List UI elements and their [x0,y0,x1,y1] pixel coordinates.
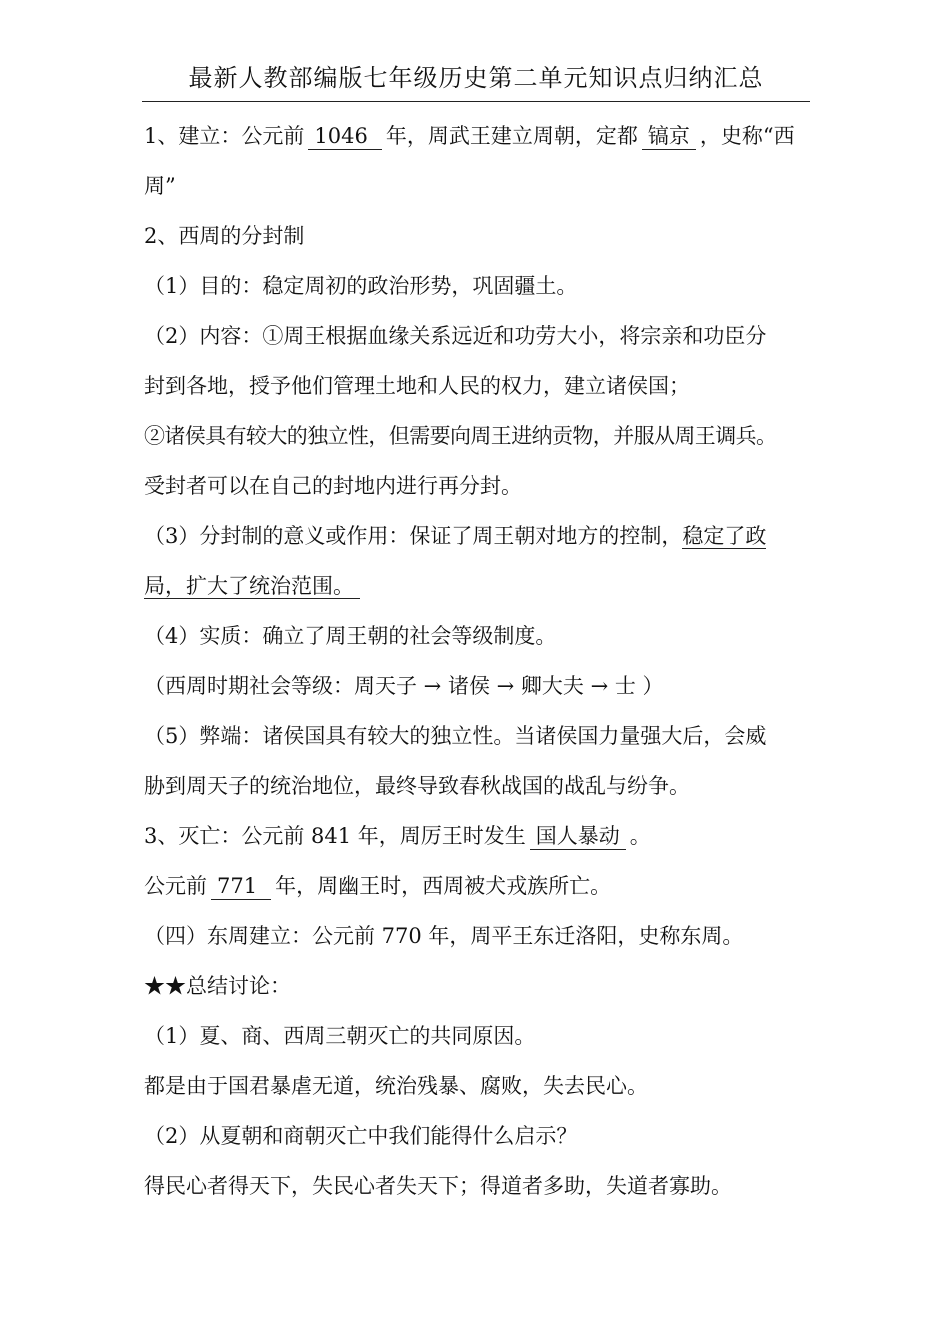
section3-text-a: 3、灭亡：公元前 841 年，周厉王时发生 [144,824,526,848]
section3-fall-b: 年，周幽王时，西周被犬戎族所亡。 [275,874,612,898]
summary-heading: ★★总结讨论： [144,974,291,998]
section2-meaning-line2 [144,571,814,601]
underlined-meaning-2: 局，扩大了统治范围。 [144,574,360,599]
section1-text-c: ，史称“西 [699,124,795,148]
summary-answer-1: 都是由于国君暴虐无道，统治残暴、腐败，失去民心。 [144,1074,648,1098]
fill-blank-event: 国人暴动 [530,823,626,850]
section3-line2 [144,871,814,901]
fill-blank-fall-year: 771 [211,873,271,900]
section1-line1 [144,121,814,151]
section2-hierarchy: （西周时期社会等级：周天子 → 诸侯 → 卿大夫 → 士 ） [144,674,664,698]
section2-content-4: 受封者可以在自己的封地内进行再分封。 [144,474,522,498]
summary-question-1: （1）夏、商、西周三朝灭亡的共同原因。 [144,1024,536,1048]
section2-content-2: 封到各地，授予他们管理土地和人民的权力，建立诸侯国； [144,374,690,398]
underlined-meaning-1: 稳定了政 [682,524,767,548]
section2-essence: （4）实质：确立了周王朝的社会等级制度。 [144,624,557,648]
section1-line2: 周” [144,174,176,198]
section1-text-b: 年，周武王建立周朝，定都 [385,124,638,148]
section3-line1 [144,821,814,851]
section2-meaning-text: （3）分封制的意义或作用：保证了周王朝对地方的控制， [144,524,683,548]
fill-blank-year: 1046 [308,123,381,150]
page-title: 最新人教部编版七年级历史第二单元知识点归纳汇总 [188,64,764,92]
section2-drawback-2: 胁到周天子的统治地位，最终导致春秋战国的战乱与纷争。 [144,774,690,798]
fill-blank-capital: 镐京 [642,123,696,150]
section3-text-b: 。 [629,824,651,848]
summary-question-2: （2）从夏朝和商朝灭亡中我们能得什么启示？ [144,1124,578,1148]
section3-east-zhou: （四）东周建立：公元前 770 年，周平王东迁洛阳，史称东周。 [144,924,744,948]
summary-answer-2: 得民心者得天下，失民心者失天下；得道者多助，失道者寡助。 [144,1174,732,1198]
title-divider [142,101,810,102]
section1-text-a: 1、建立：公元前 [144,124,305,148]
section2-purpose: （1）目的：稳定周初的政治形势，巩固疆土。 [144,274,578,298]
section2-heading: 2、西周的分封制 [144,224,305,248]
section2-meaning-line1 [144,521,814,551]
section2-content-1: （2）内容：①周王根据血缘关系远近和功劳大小，将宗亲和功臣分 [144,324,767,348]
section2-drawback-1: （5）弊端：诸侯国具有较大的独立性。当诸侯国力量强大后，会威 [144,724,767,748]
section2-content-3: ②诸侯具有较大的独立性，但需要向周王进纳贡物，并服从周王调兵。 [144,424,777,448]
section3-fall-a: 公元前 [144,874,207,898]
